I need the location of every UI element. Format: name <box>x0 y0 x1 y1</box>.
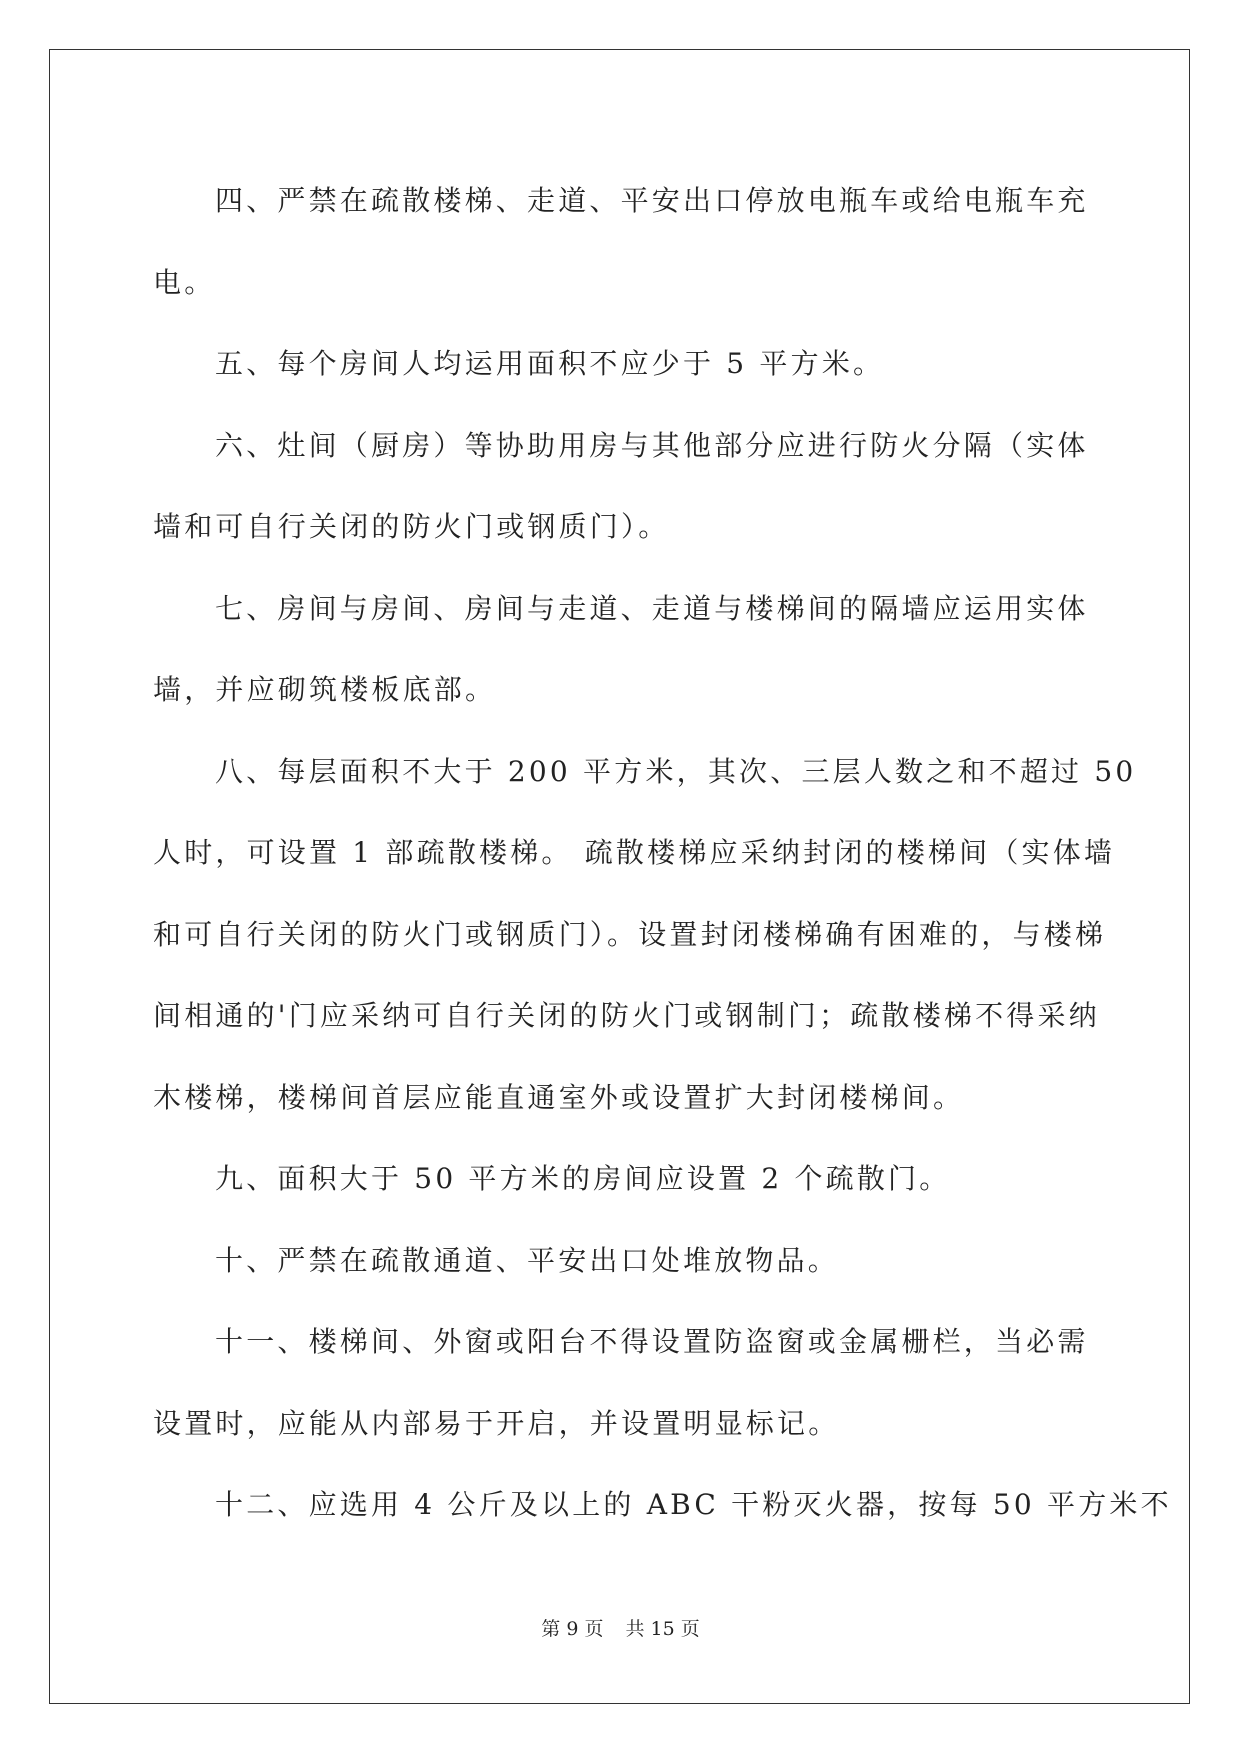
paragraph <box>153 568 1087 731</box>
paragraph <box>153 405 1087 568</box>
text-line: 电。 <box>153 265 216 299</box>
text-line: 十、严禁在疏散通道、平安出口处堆放物品。 <box>215 1243 840 1277</box>
paragraph <box>153 1138 1087 1220</box>
text-line: 七、房间与房间、房间与走道、走道与楼梯间的隔墙应运用实体 <box>215 591 1089 625</box>
text-line: 和可自行关闭的防火门或钢质门）。设置封闭楼梯确有困难的，与楼梯 <box>153 917 1107 951</box>
text-line: 人时，可设置 1 部疏散楼梯。 疏散楼梯应采纳封闭的楼梯间（实体墙 <box>153 836 1116 869</box>
paragraph <box>153 160 1087 323</box>
document-body <box>153 160 1172 1546</box>
text-line: 九、面积大于 50 平方米的房间应设置 2 个疏散门。 <box>215 1162 951 1195</box>
text-line: 设置时，应能从内部易于开启，并设置明显标记。 <box>153 1406 840 1440</box>
page-total: 共 15 页 <box>625 1618 700 1640</box>
paragraph <box>153 1301 1087 1464</box>
paragraph <box>153 1220 1087 1302</box>
text-line: 十一、楼梯间、外窗或阳台不得设置防盗窗或金属栅栏，当必需 <box>215 1325 1089 1358</box>
text-line: 木楼梯，楼梯间首层应能直通室外或设置扩大封闭楼梯间。 <box>153 1080 965 1114</box>
text-line: 墙，并应砌筑楼板底部。 <box>153 673 497 706</box>
paragraph <box>153 1464 1172 1546</box>
text-line: 八、每层面积不大于 200 平方米，其次、三层人数之和不超过 50 <box>215 754 1137 788</box>
paragraph <box>153 323 1087 405</box>
page-number: 第 9 页 <box>541 1618 604 1640</box>
paragraph <box>153 731 1137 1139</box>
text-line: 间相通的'门应采纳可自行关闭的防火门或钢制门；疏散楼梯不得采纳 <box>153 999 1100 1032</box>
text-line: 五、每个房间人均运用面积不应少于 5 平方米。 <box>215 347 885 380</box>
text-line: 墙和可自行关闭的防火门或钢质门）。 <box>153 510 670 543</box>
text-line: 四、严禁在疏散楼梯、走道、平安出口停放电瓶车或给电瓶车充 <box>215 184 1089 217</box>
text-line: 十二、应选用 4 公斤及以上的 ABC 干粉灭火器，按每 50 平方米不 <box>215 1488 1172 1521</box>
page-footer <box>0 1614 1241 1641</box>
text-line: 六、灶间（厨房）等协助用房与其他部分应进行防火分隔（实体 <box>215 428 1089 462</box>
